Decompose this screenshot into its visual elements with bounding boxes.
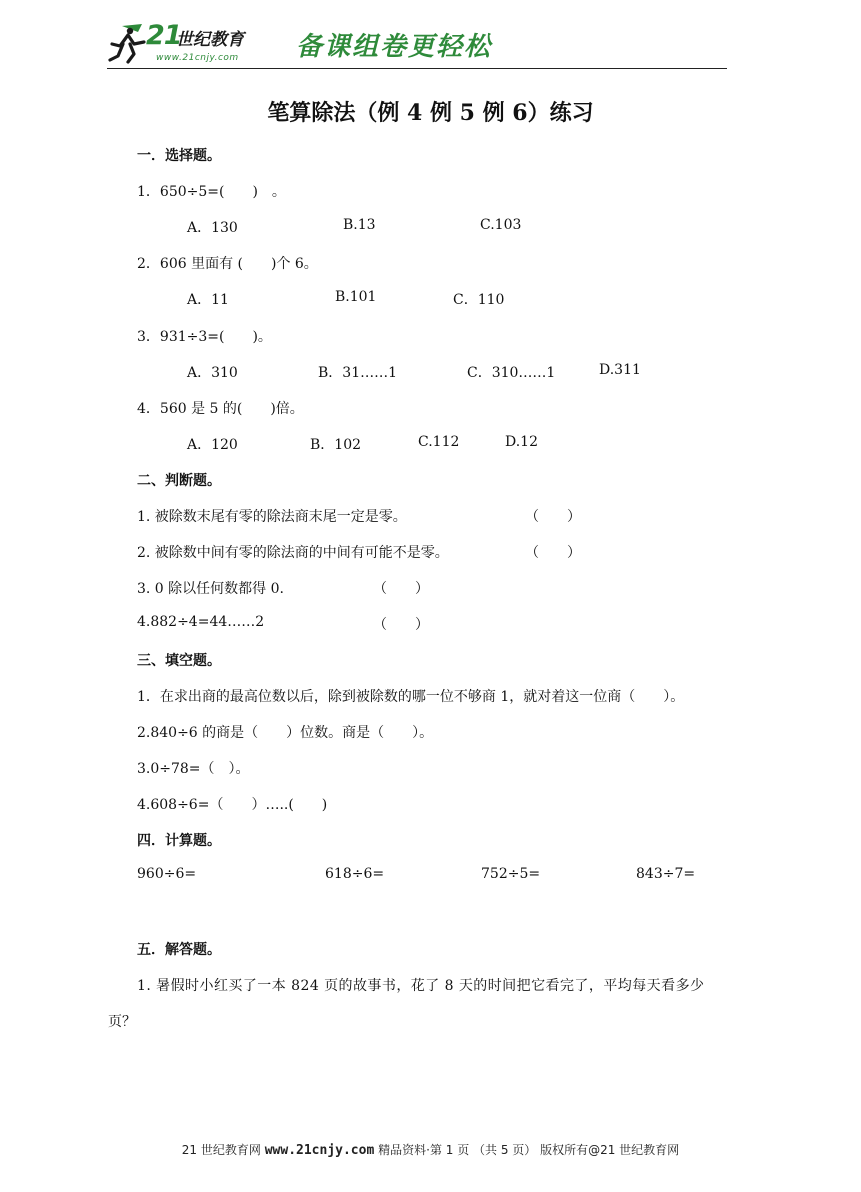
s2-q1-text: 1. 被除数末尾有零的除法商末尾一定是零。 [137, 509, 407, 525]
section-4-heading: 四．计算题。 [137, 833, 221, 849]
s2-q3-bracket: （ ） [373, 581, 429, 597]
s1-q4-text: 4．560 是 5 的( )倍。 [137, 401, 304, 417]
header-logo [108, 18, 528, 70]
section-2-heading: 二、判断题。 [137, 473, 221, 489]
section-3-heading: 三、填空题。 [137, 653, 221, 669]
s1-q3-option-a: A．310 [187, 365, 238, 381]
s1-q2-option-b: B.101 [335, 289, 377, 305]
s1-q1-option-c: C.103 [480, 217, 522, 233]
s2-q3-text: 3. 0 除以任何数都得 0. [137, 581, 284, 597]
s2-q2-text: 2. 被除数中间有零的除法商的中间有可能不是零。 [137, 545, 449, 561]
brand-url: www.21cnjy.com [156, 53, 239, 63]
s1-q1-text: 1．650÷5=( ) 。 [137, 184, 286, 200]
s1-q4-option-a: A．120 [187, 437, 238, 453]
s5-q1-line-1: 1. 暑假时小红买了一本 824 页的故事书，花了 8 天的时间把它看完了，平均每天看多少 [137, 978, 705, 994]
s1-q1-option-a: A．130 [187, 220, 238, 236]
s2-q4-text: 4.882÷4=44……2 [137, 614, 265, 630]
header-divider [107, 68, 727, 69]
brand-name: 世纪教育 [176, 30, 244, 50]
s1-q4-option-b: B．102 [310, 437, 362, 453]
s4-expression-1: 960÷6= [137, 866, 197, 882]
s1-q3-text: 3．931÷3=( )。 [137, 329, 272, 345]
s2-q4-bracket: （ ） [373, 617, 429, 633]
s4-expression-4: 843÷7= [636, 866, 696, 882]
s2-q2-bracket: （ ） [525, 545, 581, 561]
footer-url[interactable]: www.21cnjy.com [264, 1143, 375, 1158]
s1-q3-option-b: B．31……1 [318, 365, 398, 381]
s4-expression-3: 752÷5= [481, 866, 541, 882]
s1-q3-option-c: C．310……1 [467, 365, 556, 381]
s4-expression-2: 618÷6= [325, 866, 385, 882]
s1-q1-option-b: B.13 [343, 217, 376, 233]
s1-q2-option-c: C．110 [453, 292, 505, 308]
s1-q2-option-a: A．11 [187, 292, 229, 308]
s3-q2-text: 2.840÷6 的商是（ ）位数。商是（ ）。 [137, 725, 434, 741]
section-1-heading: 一．选择题。 [137, 148, 221, 164]
footer-site: 21 世纪教育网 [181, 1143, 261, 1157]
footer-info: 精品资料·第 1 页 （共 5 页） 版权所有@21 世纪教育网 [378, 1143, 680, 1157]
s1-q2-text: 2．606 里面有 ( )个 6。 [137, 256, 318, 272]
s5-q1-line-2: 页？ [108, 1014, 136, 1030]
s3-q3-text: 3.0÷78=（ ）。 [137, 761, 250, 777]
page-footer [0, 1141, 861, 1158]
s2-q1-bracket: （ ） [525, 509, 581, 525]
section-5-heading: 五．解答题。 [137, 942, 221, 958]
brand-number: 21 [146, 20, 182, 51]
page-title: 笔算除法（例 4 例 5 例 6）练习 [267, 100, 594, 126]
s3-q4-text: 4.608÷6=（ ）…..( ) [137, 797, 328, 813]
s1-q3-option-d: D.311 [599, 362, 641, 378]
s1-q4-option-c: C.112 [418, 434, 460, 450]
slogan: 备课组卷更轻松 [296, 32, 493, 62]
s1-q4-option-d: D.12 [505, 434, 538, 450]
s3-q1-text: 1．在求出商的最高位数以后，除到被除数的哪一位不够商 1，就对着这一位商（ ）。 [137, 689, 685, 705]
